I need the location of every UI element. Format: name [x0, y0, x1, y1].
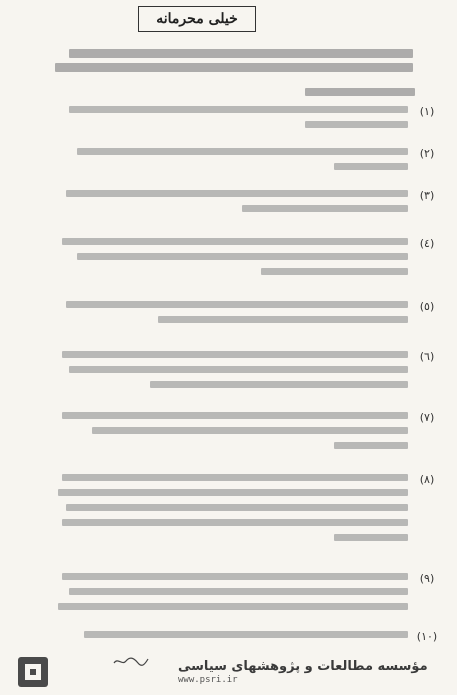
text-line	[334, 163, 408, 170]
text-line	[62, 519, 408, 526]
classification-stamp	[138, 6, 256, 32]
text-line	[62, 474, 408, 481]
text-line	[150, 381, 408, 388]
text-line	[77, 253, 408, 260]
text-line	[58, 603, 408, 610]
item-number: (٦)	[419, 350, 435, 363]
text-line	[334, 534, 408, 541]
text-line	[69, 588, 408, 595]
item-number: (١)	[419, 105, 435, 118]
text-line	[62, 238, 408, 245]
item-number: (٧)	[419, 411, 435, 424]
text-line	[62, 412, 408, 419]
section-heading	[305, 88, 415, 96]
document-header	[55, 44, 413, 84]
text-line	[69, 106, 408, 113]
publisher-text	[178, 659, 428, 685]
text-line	[62, 573, 408, 580]
item-number: (٢)	[419, 147, 435, 160]
header-line	[55, 63, 413, 72]
item-number: (٨)	[419, 473, 435, 486]
publisher-logo-icon	[18, 657, 48, 687]
text-line	[77, 148, 408, 155]
classification-text: خیلی محرمانه	[156, 11, 238, 27]
text-line	[62, 351, 408, 358]
publisher-url[interactable]: www.psri.ir	[178, 675, 238, 685]
publisher-watermark	[14, 650, 444, 694]
text-line	[158, 316, 408, 323]
item-number: (٤)	[419, 237, 435, 250]
text-line	[66, 190, 408, 197]
item-number: (١٠)	[416, 630, 438, 643]
header-line	[69, 49, 413, 58]
publisher-name: مؤسسه مطالعات و پژوهشهای سیاسی	[178, 659, 428, 674]
text-line	[305, 121, 408, 128]
text-line	[84, 631, 408, 638]
text-line	[92, 427, 408, 434]
text-line	[66, 504, 408, 511]
text-line	[58, 489, 408, 496]
text-line	[334, 442, 408, 449]
item-number: (٩)	[419, 572, 435, 585]
text-line	[242, 205, 408, 212]
item-number: (٥)	[419, 300, 435, 313]
text-line	[66, 301, 408, 308]
text-line	[69, 366, 408, 373]
item-number: (٣)	[419, 189, 435, 202]
text-line	[261, 268, 408, 275]
